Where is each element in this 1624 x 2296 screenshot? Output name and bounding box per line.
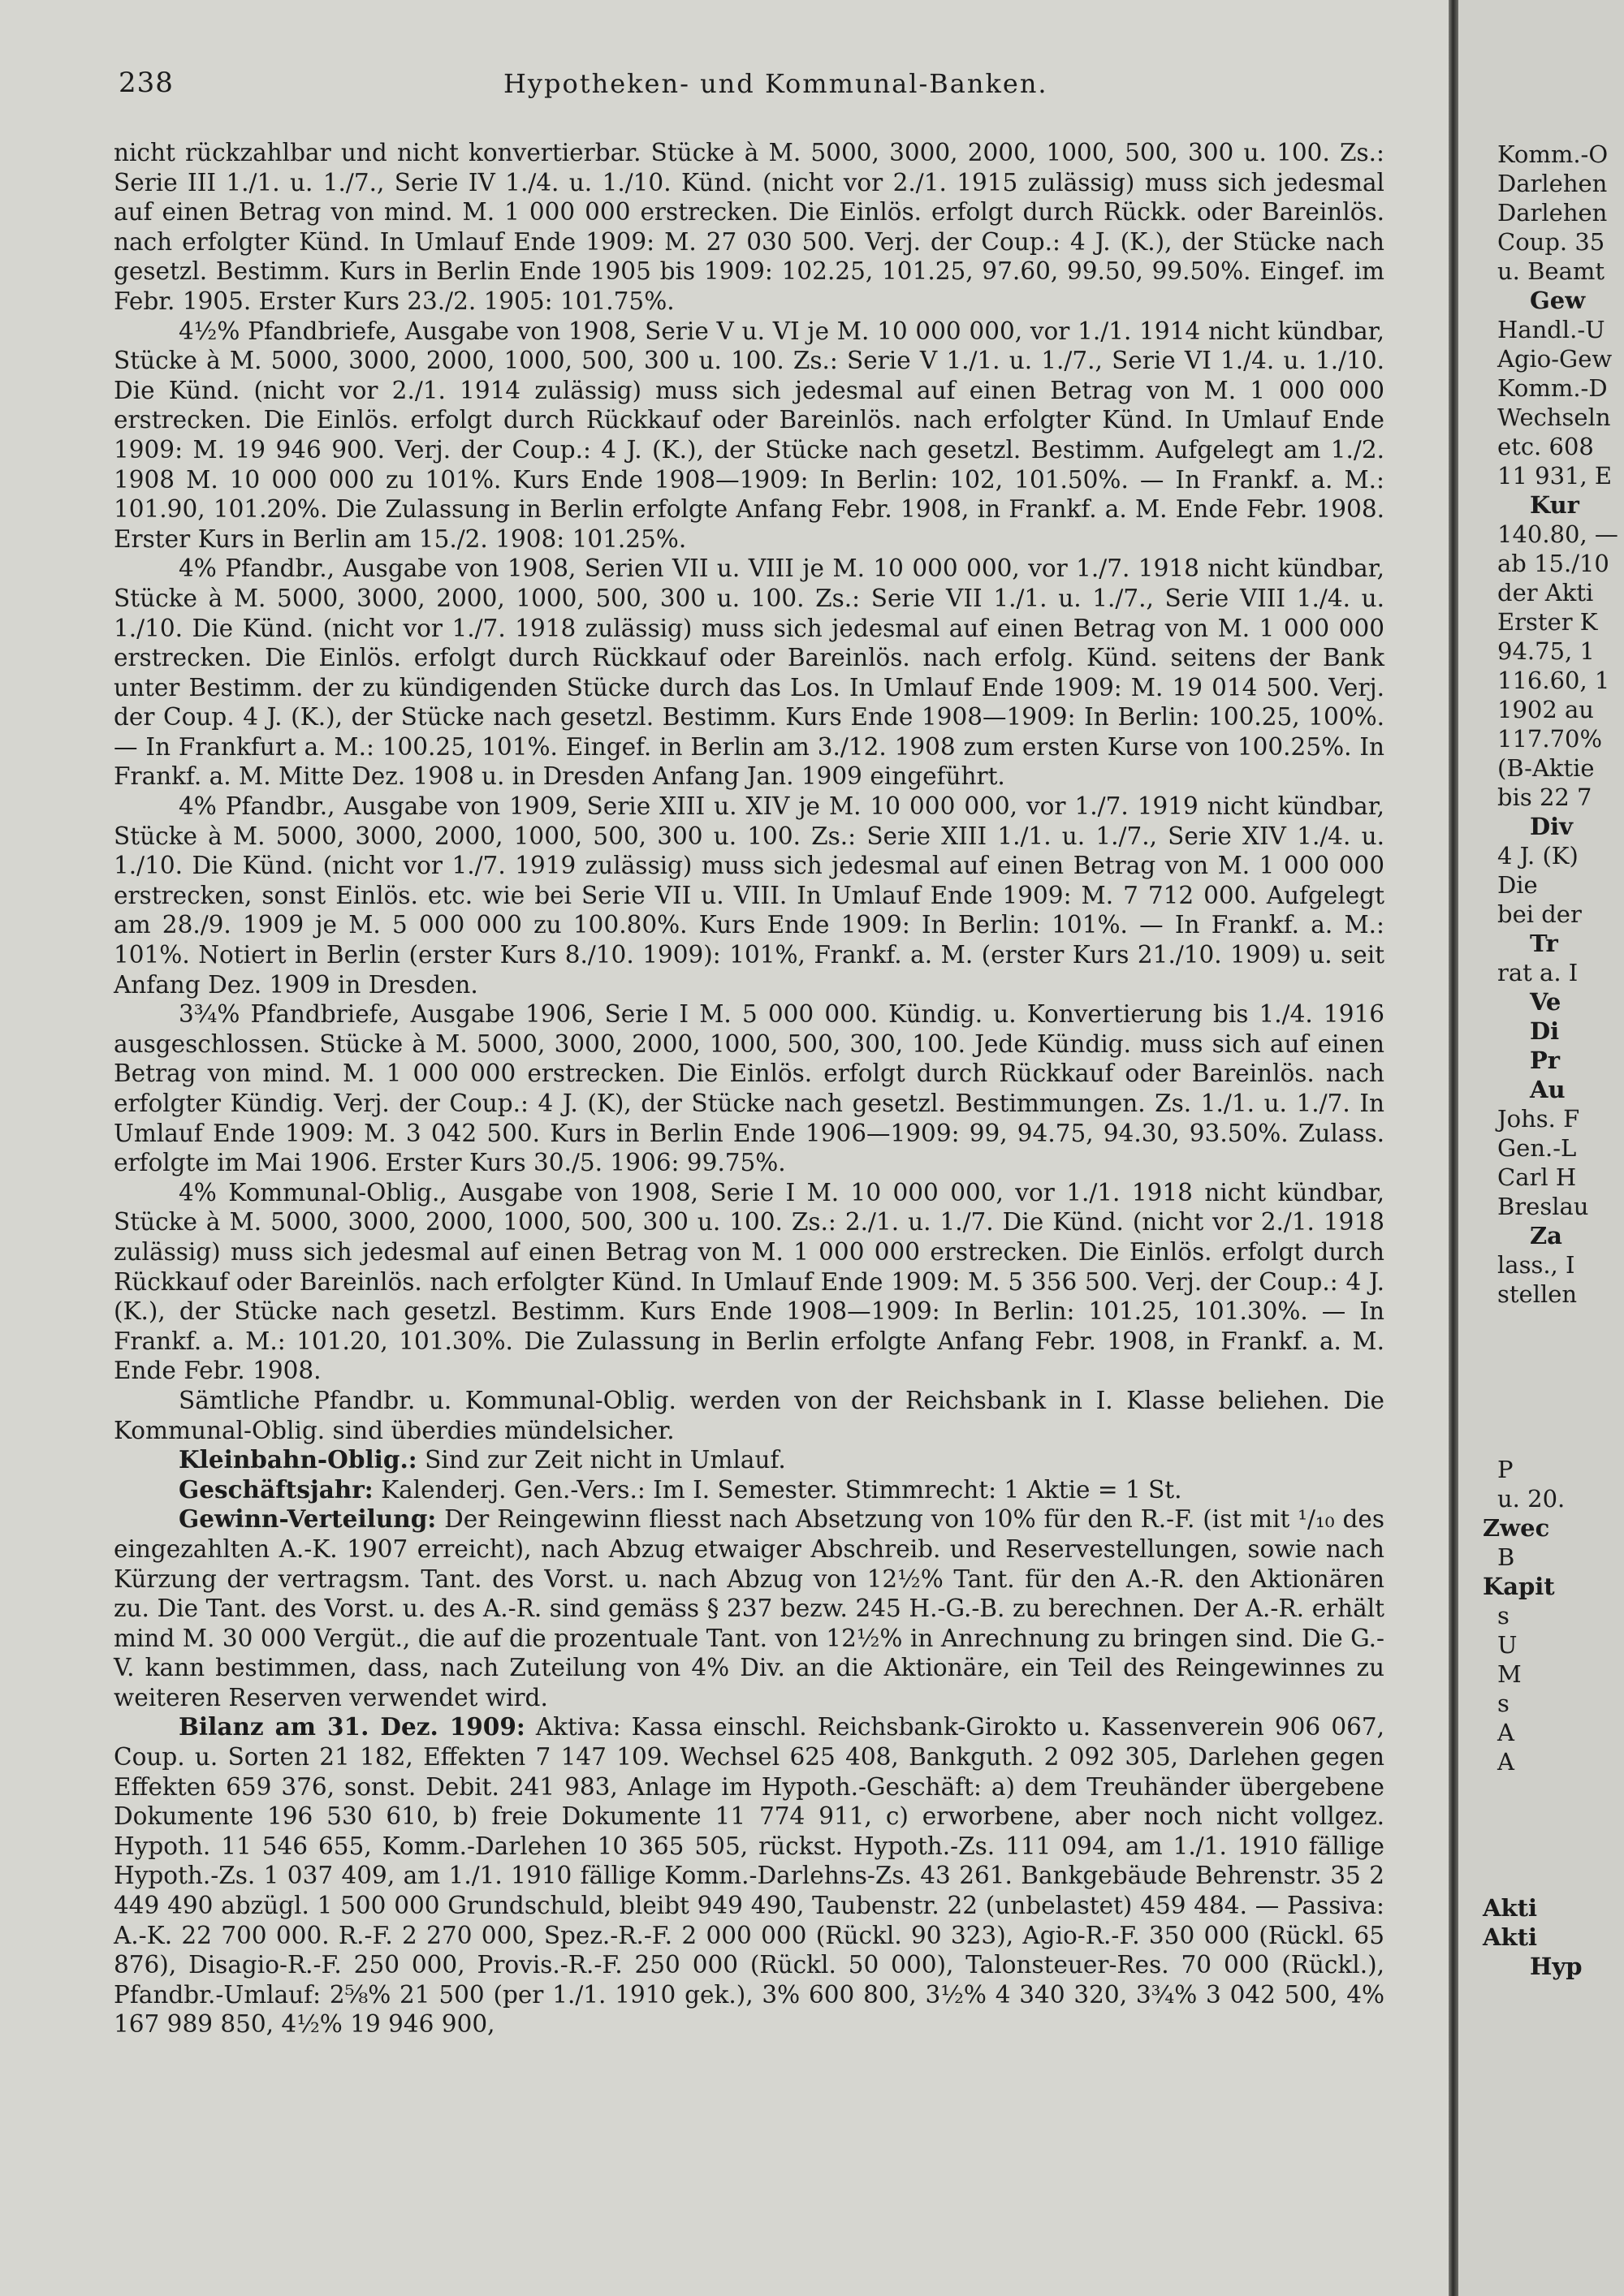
right-page-line: P — [1497, 1456, 1514, 1483]
right-page-line: Gew — [1530, 287, 1586, 314]
right-page-line: Erster K — [1497, 608, 1598, 636]
right-page-line: Darlehen — [1497, 170, 1608, 197]
right-page-line: ab 15./10 — [1497, 550, 1609, 577]
page-header — [89, 58, 1389, 107]
paragraph-kommunal-oblig: 4% Kommunal-Oblig., Ausgabe von 1908, Serie I M. 10 000 000, vor 1./1. 1918 nicht kündbar, Stücke à M. 5000, 3000, 2000, 1000, 500, 300 u. 100. Zs.: 2./1. u. 1./7. Die Künd. (nicht vor 2./1. 1918 zulässig) muss sich jedesmal auf einen Betrag von M. 1 000 000 erstrecken. Die Einlös. erfolgt durch Rückkauf oder Bareinlös. nach erfolgter Künd. In Umlauf Ende 1909: M. 5 356 500. Verj. der Coup.: 4 J. (K.), der Stücke nach gesetzl. Bestimm. Kurs Ende 1908—1909: In Berlin: 101.25, 101.30%. — In Frankf. a. M.: 101.20, 101.30%. Die Zulassung in Berlin erfolgte Anfang Febr. 1908, in Frankf. a. M. Ende Febr. 1908. — [114, 1178, 1384, 1385]
right-page-line: lass., I — [1497, 1251, 1575, 1279]
right-page-line: Pr — [1530, 1047, 1561, 1074]
right-page-line: Di — [1530, 1017, 1560, 1045]
paragraph-pfandbriefe-4-5-pct: 4½% Pfandbriefe, Ausgabe von 1908, Serie V u. VI je M. 10 000 000, vor 1./1. 1914 nicht kündbar, Stücke à M. 5000, 3000, 2000, 1000, 500, 300 u. 100. Zs.: Serie V 1./1. u. 1./7., Serie VI 1./4. u. 1./10. Die Künd. (nicht vor 2./1. 1914 zulässig) muss sich jedesmal auf einen Betrag von M. 1 000 000 erstrecken. Die Einlös. erfolgt durch Rückkauf oder Bareinlös. nach erfolgter Künd. In Umlauf Ende 1909: M. 19 946 900. Verj. der Coup.: 4 J. (K.), der Stücke nach gesetzl. Bestimm. Aufgelegt am 1./2. 1908 M. 10 000 000 zu 101%. Kurs Ende 1908—1909: In Berlin: 102, 101.50%. — In Frankf. a. M.: 101.90, 101.20%. Die Zulassung in Berlin erfolgte Anfang Febr. 1908, in Frankf. a. M. Ende Febr. 1908. Erster Kurs in Berlin am 15./2. 1908: 101.25%. — [114, 317, 1384, 553]
right-page-line: u. 20. — [1497, 1485, 1566, 1513]
page-number: 238 — [119, 67, 174, 99]
right-page-line: A — [1497, 1719, 1514, 1746]
right-page-line: Za — [1530, 1222, 1562, 1249]
paragraph-pfandbriefe-3-75-pct: 3¾% Pfandbriefe, Ausgabe 1906, Serie I M. 5 000 000. Kündig. u. Konvertierung bis 1./4. 1916 ausgeschlossen. Stücke à M. 5000, 3000, 2000, 1000, 500, 300, 100. Jede Kündig. muss sich auf einen Betrag von mind. M. 1 000 000 erstrecken. Die Einlös. erfolgt durch Rückkauf oder Bareinlös. nach erfolgter Kündig. Verj. der Coup.: 4 J. (K), der Stücke nach gesetzl. Bestimmungen. Zs. 1./1. u. 1./7. In Umlauf Ende 1909: M. 3 042 500. Kurs in Berlin Ende 1906—1909: 99, 94.75, 94.30, 93.50%. Zulass. erfolgte im Mai 1906. Erster Kurs 30./5. 1906: 99.75%. — [114, 1000, 1384, 1177]
paragraph-pfandbr-4-pct-1909: 4% Pfandbr., Ausgabe von 1909, Serie XIII u. XIV je M. 10 000 000, vor 1./7. 1919 nicht kündbar, Stücke à M. 5000, 3000, 2000, 1000, 500, 300 u. 100. Zs.: Serie XIII 1./1. u. 1./7., Serie XIV 1./4. u. 1./10. Die Künd. (nicht vor 1./7. 1919 zulässig) muss sich jedesmal auf einen Betrag von M. 1 000 000 erstrecken, sonst Einlös. etc. wie bei Serie VII u. VIII. In Umlauf Ende 1909: M. 7 712 000. Aufgelegt am 28./9. 1909 je M. 5 000 000 zu 100.80%. Kurs Ende 1909: In Berlin: 101%. — In Frankf. a. M.: 101%. Notiert in Berlin (erster Kurs 8./10. 1909): 101%, Frankf. a. M. (erster Kurs 21./10. 1909) u. seit Anfang Dez. 1909 in Dresden. — [114, 792, 1384, 999]
paragraph-reichsbank: Sämtliche Pfandbr. u. Kommunal-Oblig. werden von der Reichsbank in I. Klasse beliehen. Die Kommunal-Oblig. sind überdies mündelsicher. — [114, 1386, 1384, 1444]
right-page-line: rat a. I — [1497, 959, 1579, 986]
right-page-line: 117.70% — [1497, 725, 1603, 753]
right-page-line: etc. 608 — [1497, 433, 1594, 460]
right-page-line: (B-Aktie — [1497, 754, 1595, 782]
paragraph-bilanz: Bilanz am 31. Dez. 1909: Aktiva: Kassa einschl. Reichsbank-Girokto u. Kassenverein 906 067, Coup. u. Sorten 21 182, Effekten 7 147 109. Wechsel 625 408, Bankguth. 2 092 305, Darlehen gegen Effekten 659 376, sonst. Debit. 241 983, Anlage im Hypoth.-Geschäft: a) dem Treuhänder übergebene Dokumente 196 530 610, b) freie Dokumente 11 774 911, c) erworbene, aber noch nicht vollgez. Hypoth. 11 546 655, Komm.-Darlehen 10 365 505, rückst. Hypoth.-Zs. 111 094, am 1./1. 1910 fällige Hypoth.-Zs. 1 037 409, am 1./1. 1910 fällige Komm.-Darlehns-Zs. 43 261. Bankgebäude Behrenstr. 35 2 449 490 abzügl. 1 500 000 Grundschuld, bleibt 949 490, Taubenstr. 22 (unbelastet) 459 484. — Passiva: A.-K. 22 700 000. R.-F. 2 270 000, Spez.-R.-F. 2 000 000 (Rückl. 90 323), Agio-R.-F. 350 000 (Rückl. 65 876), Disagio-R.-F. 250 000, Provis.-R.-F. 250 000 (Rückl. 50 000), Talonsteuer-Res. 70 000 (Rückl.), Pfandbr.-Umlauf: 2⅝% 21 500 (per 1./1. 1910 gek.), 3% 600 800, 3½% 4 340 320, 3¾% 3 042 500, 4% 167 989 850, 4½% 19 946 900, — [114, 1712, 1385, 2039]
right-page-line: Komm.-D — [1497, 374, 1608, 402]
right-page-line: bei der — [1497, 900, 1582, 928]
right-page-line: Kur — [1530, 491, 1579, 519]
right-page-line: M — [1497, 1660, 1522, 1688]
right-page-line: 140.80, — — [1497, 520, 1618, 548]
paragraph-geschaeftsjahr: Geschäftsjahr: Kalenderj. Gen.-Vers.: Im I. Semester. Stimmrecht: 1 Aktie = 1 St. — [179, 1474, 1182, 1504]
right-page-line: Handl.-U — [1497, 316, 1605, 343]
right-page-line: Div — [1530, 813, 1574, 840]
book-gutter — [1449, 0, 1458, 2296]
right-page-line: Ve — [1530, 988, 1561, 1016]
right-page-line: Carl H — [1497, 1163, 1577, 1191]
right-page-line: Zwec — [1483, 1514, 1550, 1542]
right-page-line: 1902 au — [1497, 696, 1594, 723]
right-page-fragment — [1458, 0, 1624, 2296]
right-page-line: Gen.-L — [1497, 1134, 1577, 1162]
right-page-line: Coup. 35 — [1497, 228, 1605, 256]
paragraph-gewinn-verteilung: Gewinn-Verteilung: Der Reingewinn fliesst nach Absetzung von 10% für den R.-F. (ist mit ¹/₁₀ des eingezahlten A.-K. 1907 erreicht), nach Abzug etwaiger Abschreib. und Reservestellungen, sowie nach Kürzung der vertragsm. Tant. des Vorst. u. nach Abzug von 12½% Tant. für den A.-R. den Aktionären zu. Die Tant. des Vorst. u. des A.-R. sind gemäss § 237 bezw. 245 H.-G.-B. zu berechnen. Der A.-R. erhält mind M. 30 000 Vergüt., die auf die prozentuale Tant. von 12½% in Anrechnung zu bringen sind. Die G.-V. kann bestimmen, dass, nach Zuteilung von 4% Div. an die Aktionäre, ein Teil des Reingewinnes zu weiteren Reserven verwendet wird. — [114, 1504, 1384, 1711]
right-page-line: 4 J. (K) — [1497, 842, 1579, 870]
right-page-line: bis 22 7 — [1497, 783, 1592, 811]
right-page-line: Tr — [1530, 930, 1558, 957]
right-page-line: Komm.-O — [1497, 140, 1609, 168]
right-page-line: s — [1497, 1602, 1510, 1629]
right-page-line: Akti — [1483, 1894, 1538, 1922]
right-page-line: Die — [1497, 871, 1538, 899]
right-page-line: Kapit — [1483, 1573, 1555, 1600]
right-page-line: Agio-Gew — [1497, 345, 1613, 373]
paragraph-continuation: nicht rückzahlbar und nicht konvertierbar. Stücke à M. 5000, 3000, 2000, 1000, 500, 300 u. 100. Zs.: Serie III 1./1. u. 1./7., Serie IV 1./4. u. 1./10. Künd. (nicht vor 2./1. 1915 zulässig) muss sich jedesmal auf einen Betrag von mind. M. 1 000 000 erstrecken. Die Einlös. erfolgt durch Rückk. oder Bareinlös. nach erfolgter Künd. In Umlauf Ende 1909: M. 27 030 500. Verj. der Coup.: 4 J. (K.), der Stücke nach gesetzl. Bestimm. Kurs in Berlin Ende 1905 bis 1909: 102.25, 101.25, 97.60, 99.50, 99.50%. Eingef. im Febr. 1905. Erster Kurs 23./2. 1905: 101.75%. — [114, 139, 1384, 315]
right-page-line: A — [1497, 1748, 1514, 1776]
right-page-line: 94.75, 1 — [1497, 637, 1595, 665]
right-page-line: 116.60, 1 — [1497, 667, 1610, 694]
right-page-line: Akti — [1483, 1923, 1538, 1951]
right-page-line: s — [1497, 1690, 1510, 1717]
right-page-line: Breslau — [1497, 1193, 1589, 1220]
running-title: Hypotheken- und Kommunal-Banken. — [503, 68, 1048, 99]
right-page-line: Darlehen — [1497, 199, 1608, 227]
paragraph-kleinbahn: Kleinbahn-Oblig.: Sind zur Zeit nicht in Umlauf. — [179, 1445, 786, 1474]
paragraph-pfandbr-4-pct-1908: 4% Pfandbr., Ausgabe von 1908, Serien VII u. VIII je M. 10 000 000, vor 1./7. 1918 nicht kündbar, Stücke à M. 5000, 3000, 2000, 1000, 500, 300 u. 100. Zs.: Serie VII 1./1. u. 1./7., Serie VIII 1./4. u. 1./10. Die Künd. (nicht vor 1./7. 1918 zulässig) muss sich jedesmal auf einen Betrag von M. 1 000 000 erstrecken. Die Einlös. erfolgt durch Rückkauf oder Bareinlös. nach erfolg. Künd. seitens der Bank unter Bestimm. der zu kündigenden Stücke durch das Los. In Umlauf Ende 1909: M. 19 014 500. Verj. der Coup. 4 J. (K.), der Stücke nach gesetzl. Bestimm. Kurs Ende 1908—1909: In Berlin: 100.25, 100%. — In Frankfurt a. M.: 100.25, 101%. Eingef. in Berlin am 3./12. 1908 zum ersten Kurse von 100.25%. In Frankf. a. M. Mitte Dez. 1908 u. in Dresden Anfang Jan. 1909 eingeführt. — [114, 555, 1384, 791]
right-page-line: B — [1497, 1543, 1515, 1571]
right-page-line: u. Beamt — [1497, 257, 1605, 285]
right-page-line: stellen — [1497, 1280, 1578, 1308]
right-page-line: U — [1497, 1631, 1518, 1659]
right-page-line: Au — [1530, 1076, 1566, 1103]
right-page-line: 11 931, E — [1497, 462, 1613, 490]
body-text — [114, 138, 1384, 2039]
right-page-line: Wechseln — [1497, 404, 1611, 431]
right-page-line: Hyp — [1530, 1953, 1583, 1980]
right-page-line: der Akti — [1497, 579, 1594, 606]
right-page-line: Johs. F — [1497, 1105, 1580, 1133]
